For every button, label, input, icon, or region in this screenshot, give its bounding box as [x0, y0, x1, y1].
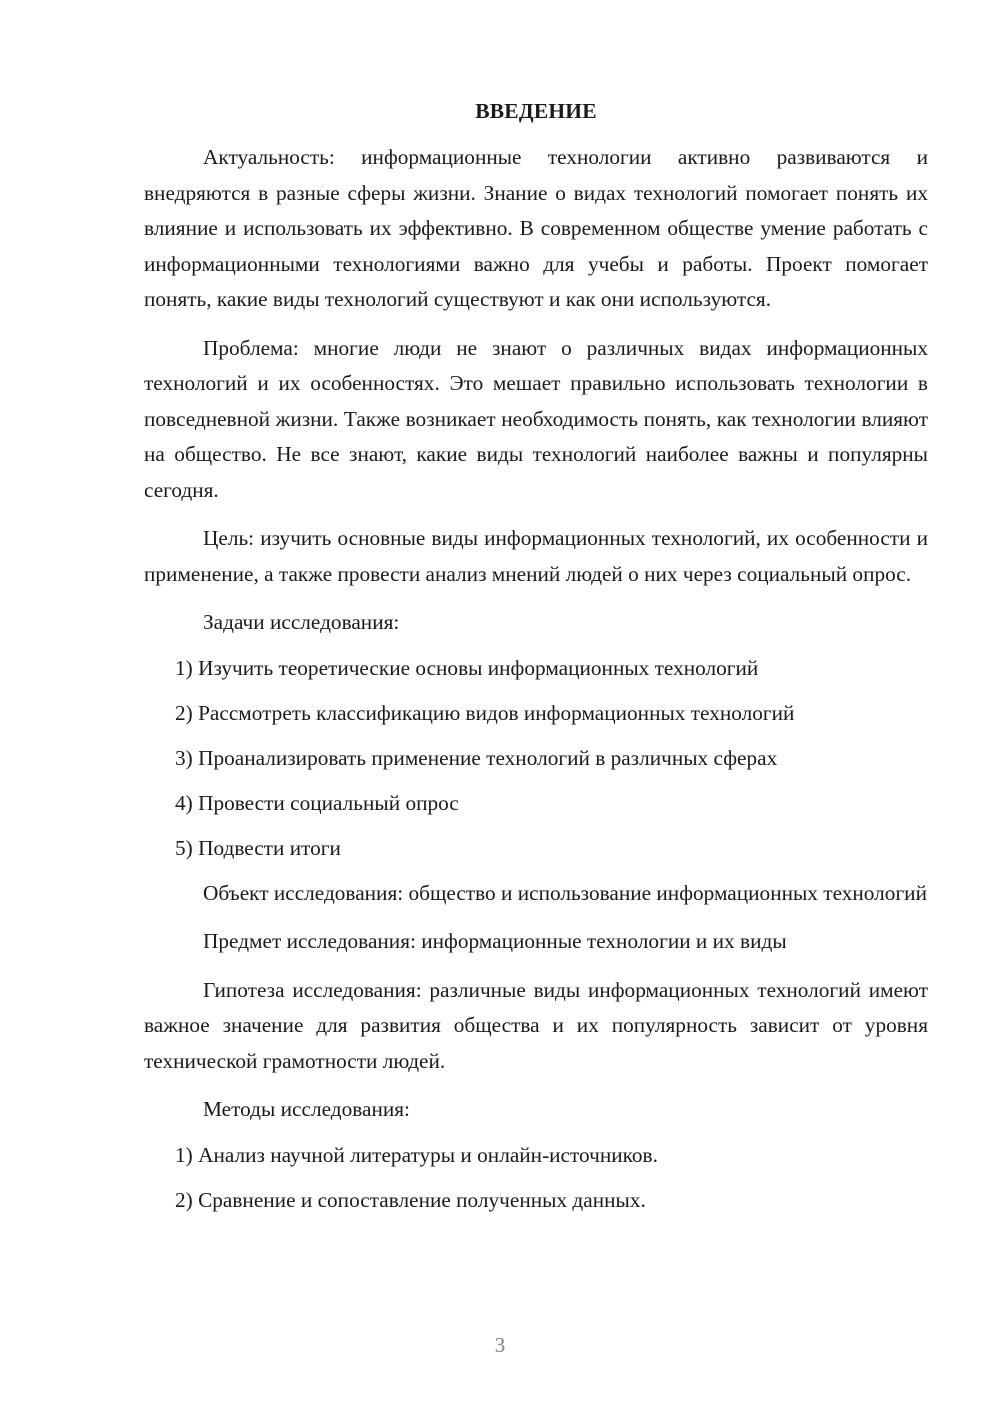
document-page: [144, 95, 928, 1228]
tasks-title: Задачи исследования:: [203, 610, 400, 634]
problem-paragraph: Проблема: многие люди не знают о различных видах информационных технологий и их особенностях. Это мешает правильно использовать технологии в повседневной жизни. Также возникает необходимость понять, как технологии влияют на общество. Не все знают, какие виды технологий наиболее важны и популярны сегодня.: [144, 335, 928, 502]
subject-paragraph: Предмет исследования: информационные технологии и их виды: [203, 929, 787, 953]
list-item: 3) Проанализировать применение технологий в различных сферах: [175, 745, 778, 770]
list-item: 2) Сравнение и сопоставление полученных данных.: [175, 1187, 646, 1212]
list-item: 4) Провести социальный опрос: [175, 790, 459, 815]
list-item: 2) Рассмотреть классификацию видов информационных технологий: [175, 700, 795, 725]
goal-paragraph: Цель: изучить основные виды информационных технологий, их особенности и применение, а также провести анализ мнений людей о них через социальный опрос.: [144, 526, 928, 586]
object-paragraph: Объект исследования: общество и использование информационных технологий: [203, 880, 927, 905]
list-item: 5) Подвести итоги: [175, 835, 341, 860]
methods-list: [144, 1138, 928, 1219]
list-item: 1) Анализ научной литературы и онлайн-источников.: [175, 1142, 658, 1167]
hypothesis-paragraph: Гипотеза исследования: различные виды информационных технологий имеют важное значение для развития общества и их популярность зависит от уровня технической грамотности людей.: [144, 977, 928, 1073]
page-number: 3: [494, 1333, 506, 1357]
tasks-list: [144, 651, 928, 867]
methods-title: Методы исследования:: [203, 1097, 410, 1121]
relevance-paragraph: Актуальность: информационные технологии активно развиваются и внедряются в разные сферы жизни. Знание о видах технологий помогает понять их влияние и использовать их эффективно. В современном обществе умение работать с информационными технологиями важно для учебы и работы. Проект помогает понять, какие виды технологий существуют и как они используются.: [144, 145, 928, 311]
list-item: 1) Изучить теоретические основы информационных технологий: [175, 655, 759, 680]
page-title: ВВЕДЕНИЕ: [475, 99, 597, 123]
